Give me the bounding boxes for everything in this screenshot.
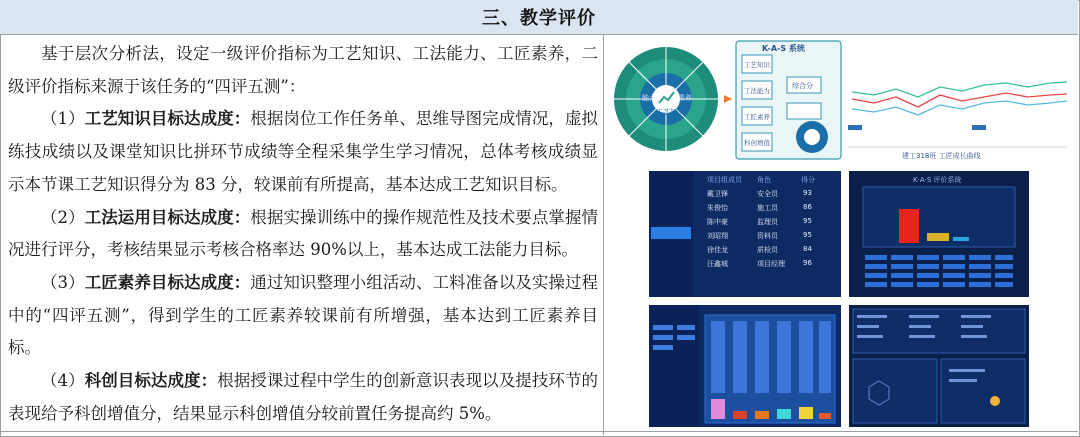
table-cell: 汪鑫城: [707, 260, 728, 268]
column-divider: [603, 35, 604, 435]
box-craftsman: 工匠素养: [744, 113, 770, 121]
score-bar-svg: [649, 305, 841, 427]
panel-title: K·A·S 评价系统: [913, 176, 962, 184]
table-head-name: 项目组成员: [707, 176, 742, 184]
craftsman-body: 通过知识整理小组活动、工料准备以及实操过程中的“四评五测”，得到学生的工匠素养较课前有所增强，基本达到工匠素养目标。: [8, 272, 599, 358]
table-cell: 资料员: [757, 232, 778, 240]
table-cell: 刘昭翔: [707, 232, 728, 240]
innovation-paragraph: [8, 365, 598, 430]
score-bar-panel: [649, 305, 841, 427]
innovation-heading: 科创目标达成度：: [84, 371, 218, 391]
system-title: K-A-S 系统: [762, 44, 805, 53]
table-cell: 戴卫锋: [707, 190, 728, 198]
table-head-role: 角色: [757, 176, 771, 184]
section-header: [0, 0, 1078, 35]
table-cell: 徐佳龙: [707, 246, 728, 254]
knowledge-heading: 工艺知识目标达成度：: [84, 109, 251, 129]
table-cell: 96: [803, 259, 812, 267]
table-cell: 95: [803, 231, 812, 239]
wheel-center-label: 工艺知识: [656, 108, 684, 116]
intro-paragraph: 基于层次分析法，设定一级评价指标为工艺知识、工法能力、工匠素养，二级评价指标来源于该任务的“四评五测”：: [8, 44, 598, 96]
item-number: （1）: [41, 109, 85, 129]
table-bottom-border: [0, 431, 1078, 432]
table-cell: 86: [803, 203, 812, 211]
box-innovation: 科创增值: [744, 139, 770, 147]
box-knowledge: 工艺知识: [744, 61, 770, 69]
method-heading: 工法运用目标达成度：: [84, 207, 251, 227]
growth-curve-caption: 建工318班 工匠成长曲线: [902, 152, 981, 160]
box-total: 综合分: [792, 82, 813, 90]
dashboard-svg: [849, 305, 1029, 427]
text-column: [8, 38, 598, 433]
table-cell: 朱俊怡: [707, 204, 728, 212]
table-cell: 质检员: [757, 246, 778, 254]
craftsman-paragraph: [8, 267, 598, 365]
dashboard-panel: [849, 305, 1029, 427]
evaluation-system-panel: [849, 171, 1029, 297]
wheel-right-label: 素养: [678, 94, 692, 102]
table-cell: 93: [803, 189, 812, 197]
box-method: 工法能力: [744, 87, 770, 95]
table-cell: 监理员: [757, 218, 778, 226]
kas-diagram: [612, 37, 1074, 163]
table-cell: 84: [803, 245, 812, 253]
figure-column: [612, 37, 1074, 431]
item-number: （2）: [41, 207, 85, 227]
item-number: （3）: [41, 272, 85, 292]
method-body: 根据实操训练中的操作规范性及技术要点掌握情况进行评分，考核结果显示考核合格率达 90%以上，基本达成工法能力目标。: [8, 207, 599, 260]
sidebar-item-active[interactable]: [651, 227, 691, 239]
wheel-left-label: 能力: [642, 94, 656, 102]
knowledge-body: 根据岗位工作任务单、思维导图完成情况，虚拟练技成绩以及课堂知识比拼环节成绩等全程采集学生学习情况，总体考核成绩显示本节课工艺知识得分为 83 分，较课前有所提高，基本达成工艺知识目标。: [8, 109, 599, 194]
knowledge-paragraph: [8, 103, 598, 201]
table-cell: 施工员: [757, 204, 778, 212]
table-cell: 陈中豪: [707, 218, 728, 226]
innovation-body: 根据授课过程中学生的创新意识表现以及提技环节的表现给予科创增值分，结果显示科创增值分较前置任务提高约 5%。: [8, 371, 599, 423]
method-paragraph: [8, 202, 598, 267]
bar-chart-svg: [849, 171, 1029, 297]
table-cell: 95: [803, 217, 812, 225]
item-number: （4）: [41, 371, 85, 391]
table-cell: 项目经理: [757, 260, 785, 268]
score-table-panel: [649, 171, 841, 297]
sidebar-menu: [649, 171, 693, 297]
table-cell: 安全员: [757, 190, 778, 198]
section-title: 三、教学评价: [482, 8, 596, 29]
craftsman-heading: 工匠素养目标达成度：: [84, 272, 251, 292]
table-head-score: 得分: [801, 176, 815, 184]
